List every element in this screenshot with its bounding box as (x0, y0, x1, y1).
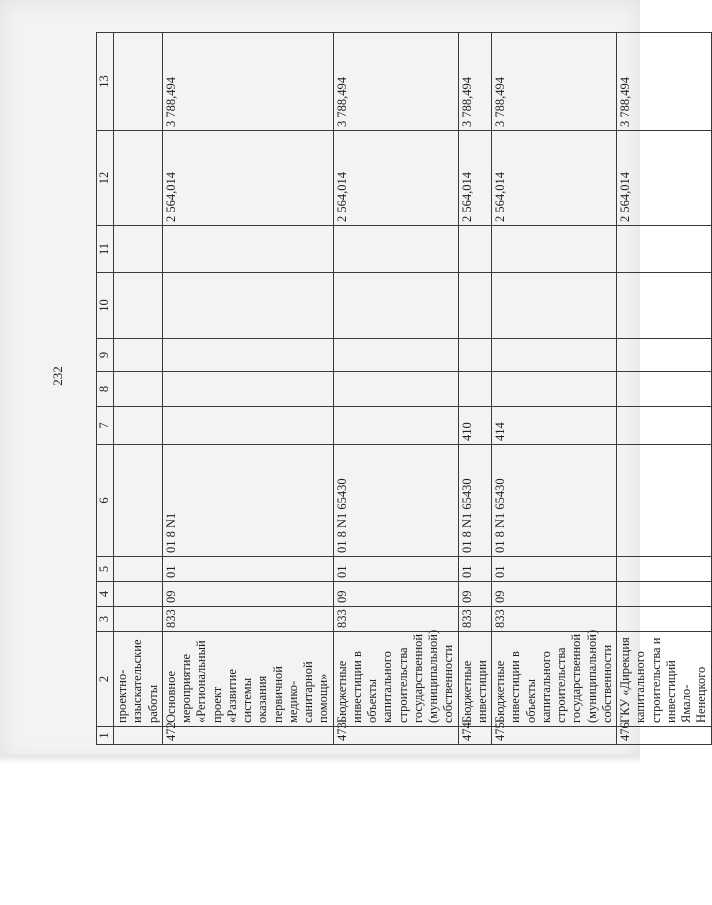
table-cell-col-9 (333, 339, 458, 372)
table-cell-col-8 (617, 372, 712, 407)
table-cell-col-11 (162, 226, 333, 273)
table-cell-col-2: Бюджетные инвестиции в объекты капитального строительства государственной (муниципальной) собственности (492, 632, 617, 727)
table-cell-col-6: 01 8 N1 (162, 445, 333, 557)
table-cell-col-8 (458, 372, 492, 407)
table-cell-col-5: 01 (333, 557, 458, 582)
table-cell-col-10 (458, 273, 492, 339)
table-cell-col-2: проектно-изыскательские работы (114, 632, 163, 727)
table-cell-col-4 (617, 582, 712, 607)
table-cell-col-8 (162, 372, 333, 407)
table-cell-col-8 (492, 372, 617, 407)
table-cell-col-10 (617, 273, 712, 339)
table-cell-col-4 (114, 582, 163, 607)
table-cell-col-12: 2 564,014 (617, 131, 712, 226)
table-cell-col-1 (114, 727, 163, 745)
table-cell-col-11 (492, 226, 617, 273)
table-cell-col-3: 833 (492, 607, 617, 632)
table-cell-col-1: 475 (492, 727, 617, 745)
table-cell-col-9 (114, 339, 163, 372)
table-cell-col-5: 01 (492, 557, 617, 582)
table-cell-col-2: ГКУ «Дирекция капитального строительства и инвестиций Ямало-Ненецкого (617, 632, 712, 727)
table-cell-col-13: 3 788,494 (162, 33, 333, 131)
column-number-header-row (97, 33, 114, 745)
column-header-8: 8 (97, 372, 114, 407)
column-header-4: 4 (97, 582, 114, 607)
table-cell-col-5: 01 (162, 557, 333, 582)
table-row-continuation (114, 33, 163, 745)
table-row-473 (333, 33, 458, 745)
table-cell-col-8 (333, 372, 458, 407)
table-cell-col-6: 01 8 N1 65430 (458, 445, 492, 557)
column-header-13: 13 (97, 33, 114, 131)
table-cell-col-13: 3 788,494 (333, 33, 458, 131)
table-row-472 (162, 33, 333, 745)
table-cell-col-1: 476 (617, 727, 712, 745)
column-header-9: 9 (97, 339, 114, 372)
table-cell-col-7: 414 (492, 407, 617, 445)
table-cell-col-9 (458, 339, 492, 372)
column-header-7: 7 (97, 407, 114, 445)
scan-edge (0, 755, 640, 764)
table-cell-col-2: Бюджетные инвестиции (458, 632, 492, 727)
table-cell-col-13: 3 788,494 (492, 33, 617, 131)
table-cell-col-11 (114, 226, 163, 273)
table-cell-col-10 (162, 273, 333, 339)
table-cell-col-1: 474 (458, 727, 492, 745)
table-cell-col-7 (114, 407, 163, 445)
table-cell-col-13: 3 788,494 (617, 33, 712, 131)
table-cell-col-11 (617, 226, 712, 273)
table-cell-col-6 (114, 445, 163, 557)
table-cell-col-4: 09 (492, 582, 617, 607)
table-cell-col-7 (162, 407, 333, 445)
table-row-476 (617, 33, 712, 745)
table-cell-col-2: Основное мероприятие «Региональный проект «Развитие системы оказания первичной медико-санитарной помощи» (162, 632, 333, 727)
table-row-474 (458, 33, 492, 745)
column-header-12: 12 (97, 131, 114, 226)
table-cell-col-13: 3 788,494 (458, 33, 492, 131)
budget-table (96, 32, 712, 745)
table-cell-col-5 (114, 557, 163, 582)
table-cell-col-9 (162, 339, 333, 372)
table-cell-col-12: 2 564,014 (333, 131, 458, 226)
table-body (97, 33, 712, 745)
table-cell-col-6: 01 8 N1 65430 (333, 445, 458, 557)
table-cell-col-3: 833 (458, 607, 492, 632)
table-cell-col-3 (617, 607, 712, 632)
table-cell-col-4: 09 (333, 582, 458, 607)
table-cell-col-1: 472 (162, 727, 333, 745)
table-cell-col-11 (458, 226, 492, 273)
table-cell-col-5: 01 (458, 557, 492, 582)
column-header-2: 2 (97, 632, 114, 727)
table-cell-col-7: 410 (458, 407, 492, 445)
column-header-10: 10 (97, 273, 114, 339)
column-header-6: 6 (97, 445, 114, 557)
table-cell-col-2: Бюджетные инвестиции в объекты капитального строительства государственной (муниципальной) собственности (333, 632, 458, 727)
column-header-11: 11 (97, 226, 114, 273)
table-cell-col-6: 01 8 N1 65430 (492, 445, 617, 557)
table-cell-col-10 (492, 273, 617, 339)
table-cell-col-3: 833 (162, 607, 333, 632)
table-cell-col-6 (617, 445, 712, 557)
table-cell-col-11 (333, 226, 458, 273)
table-cell-col-9 (492, 339, 617, 372)
table-row-475 (492, 33, 617, 745)
table-cell-col-8 (114, 372, 163, 407)
table-cell-col-4: 09 (162, 582, 333, 607)
table-cell-col-1: 473 (333, 727, 458, 745)
table-cell-col-12 (114, 131, 163, 226)
table-cell-col-12: 2 564,014 (458, 131, 492, 226)
column-header-5: 5 (97, 557, 114, 582)
column-header-3: 3 (97, 607, 114, 632)
table-cell-col-12: 2 564,014 (162, 131, 333, 226)
table-cell-col-9 (617, 339, 712, 372)
table-cell-col-4: 09 (458, 582, 492, 607)
table-cell-col-10 (333, 273, 458, 339)
table-cell-col-7 (333, 407, 458, 445)
table-cell-col-10 (114, 273, 163, 339)
table-cell-col-13 (114, 33, 163, 131)
table-cell-col-7 (617, 407, 712, 445)
table-cell-col-3: 833 (333, 607, 458, 632)
table-cell-col-3 (114, 607, 163, 632)
column-header-1: 1 (97, 727, 114, 745)
page-number: 232 (50, 366, 65, 386)
rotated-table-wrapper (96, 33, 709, 745)
table-cell-col-12: 2 564,014 (492, 131, 617, 226)
table-cell-col-5 (617, 557, 712, 582)
